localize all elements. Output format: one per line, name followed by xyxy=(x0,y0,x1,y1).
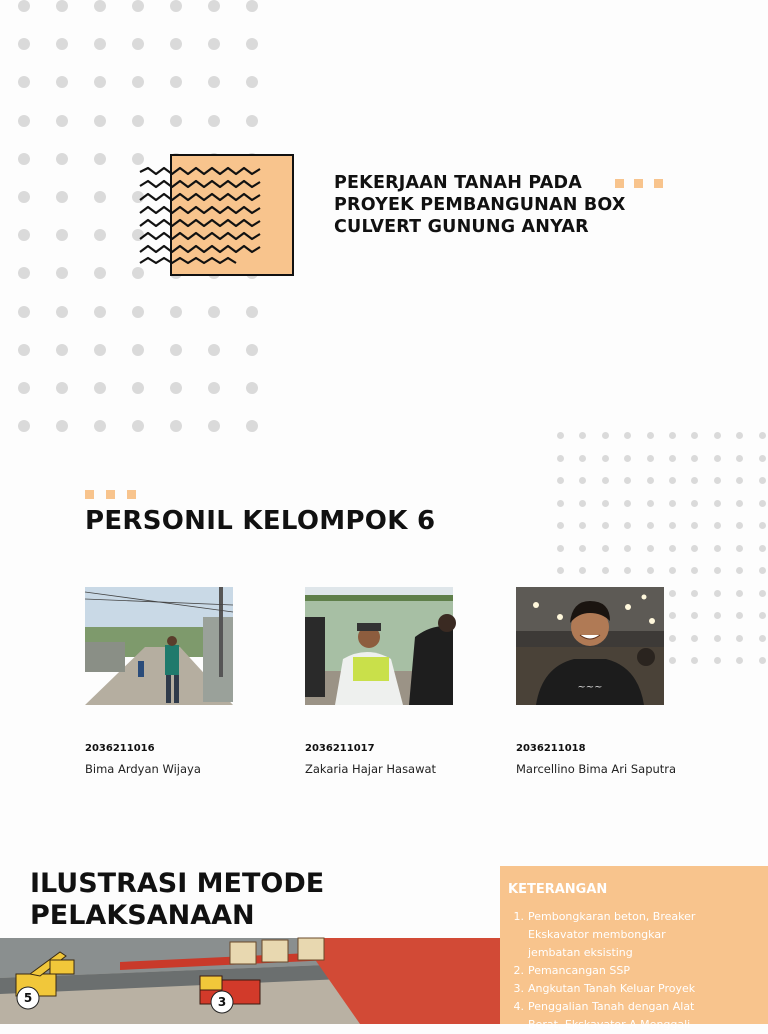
decorative-dot xyxy=(132,420,144,432)
illustration-marker: 3 xyxy=(217,995,227,1009)
document-title: PEKERJAAN TANAH PADA PROYEK PEMBANGUNAN BOX CULVERT GUNUNG ANYAR xyxy=(334,173,626,237)
decorative-dot xyxy=(736,432,743,439)
decorative-dot xyxy=(669,657,676,664)
list-item xyxy=(508,998,708,1034)
member-photo xyxy=(305,587,453,705)
decorative-dot xyxy=(602,477,609,484)
decorative-dot xyxy=(94,306,106,318)
decorative-dot xyxy=(94,344,106,356)
decorative-dot xyxy=(736,567,743,574)
zigzag-lines-icon xyxy=(138,166,264,266)
member-id: 2036211017 xyxy=(305,743,375,754)
decorative-dot xyxy=(56,38,68,50)
decorative-dot xyxy=(759,567,766,574)
decorative-dot xyxy=(714,522,721,529)
decorative-dot xyxy=(208,38,220,50)
accent-square-icon xyxy=(127,490,136,499)
decorative-dot xyxy=(557,567,564,574)
decorative-dot xyxy=(714,500,721,507)
decorative-dot xyxy=(246,344,258,356)
decorative-dot xyxy=(579,522,586,529)
decorative-dot xyxy=(669,455,676,462)
decorative-dot xyxy=(691,612,698,619)
decorative-dot xyxy=(94,420,106,432)
decorative-dot xyxy=(208,344,220,356)
decorative-dot xyxy=(208,0,220,12)
member-id: 2036211016 xyxy=(85,743,155,754)
decorative-dot xyxy=(56,191,68,203)
member-photo xyxy=(516,587,664,705)
decorative-dot xyxy=(691,567,698,574)
member-photo xyxy=(85,587,233,705)
decorative-dot xyxy=(56,229,68,241)
decorative-dot xyxy=(94,76,106,88)
decorative-dot xyxy=(56,0,68,12)
decorative-dot xyxy=(759,635,766,642)
decorative-dot xyxy=(246,76,258,88)
list-item-text: Angkutan Tanah Keluar Proyek xyxy=(528,982,696,995)
decorative-dot xyxy=(759,657,766,664)
decorative-dot xyxy=(18,344,30,356)
decorative-dot xyxy=(736,657,743,664)
decorative-dot xyxy=(647,455,654,462)
decorative-dot xyxy=(647,432,654,439)
decorative-dot xyxy=(579,432,586,439)
decorative-dot xyxy=(94,38,106,50)
decorative-dot xyxy=(170,76,182,88)
decorative-dot xyxy=(246,306,258,318)
decorative-dot xyxy=(736,612,743,619)
decorative-dot xyxy=(602,567,609,574)
decorative-dot xyxy=(246,115,258,127)
decorative-dot xyxy=(669,635,676,642)
list-item xyxy=(508,908,708,962)
decorative-dot xyxy=(579,500,586,507)
method-title: ILUSTRASI METODE PELAKSANAAN xyxy=(30,868,325,931)
decorative-dot xyxy=(669,612,676,619)
decorative-dot xyxy=(94,382,106,394)
decorative-dot xyxy=(56,76,68,88)
decorative-dot xyxy=(56,344,68,356)
decorative-dot xyxy=(170,38,182,50)
keterangan-list xyxy=(508,908,708,1034)
list-item-text: Pemancangan SSP xyxy=(528,964,630,977)
decorative-dot xyxy=(246,382,258,394)
decorative-dot xyxy=(624,522,631,529)
decorative-dot xyxy=(669,567,676,574)
decorative-dot xyxy=(691,432,698,439)
decorative-dot xyxy=(691,500,698,507)
decorative-dot xyxy=(736,477,743,484)
decorative-dot xyxy=(132,0,144,12)
decorative-dot xyxy=(579,477,586,484)
decorative-dot xyxy=(669,522,676,529)
decorative-dot xyxy=(647,522,654,529)
decorative-dot xyxy=(691,545,698,552)
decorative-dot xyxy=(132,267,144,279)
list-item-number: 1. xyxy=(513,910,524,923)
decorative-dot xyxy=(132,153,144,165)
decorative-dot xyxy=(714,432,721,439)
decorative-dot xyxy=(714,635,721,642)
decorative-dot xyxy=(94,191,106,203)
decorative-dot xyxy=(714,612,721,619)
decorative-dot xyxy=(669,477,676,484)
decorative-dot xyxy=(132,306,144,318)
list-item xyxy=(508,980,708,998)
decorative-dot xyxy=(94,229,106,241)
member-name: Zakaria Hajar Hasawat xyxy=(305,762,437,776)
accent-square-icon xyxy=(615,179,624,188)
decorative-dot xyxy=(624,500,631,507)
decorative-dot xyxy=(18,38,30,50)
list-item-text: Penggalian Tanah dengan Alat Berat, Ekskavator A Menggali xyxy=(528,1000,695,1031)
accent-square-icon xyxy=(634,179,643,188)
decorative-dot xyxy=(208,420,220,432)
decorative-dot xyxy=(94,267,106,279)
decorative-dot xyxy=(208,306,220,318)
decorative-dot xyxy=(208,76,220,88)
section-title: PERSONIL KELOMPOK 6 xyxy=(85,506,436,536)
decorative-dot xyxy=(602,545,609,552)
decorative-dot xyxy=(714,455,721,462)
decorative-dot xyxy=(557,500,564,507)
decorative-dot xyxy=(18,229,30,241)
decorative-dot xyxy=(624,432,631,439)
keterangan-title: KETERANGAN xyxy=(508,882,608,897)
decorative-dot xyxy=(170,344,182,356)
decorative-dot xyxy=(602,522,609,529)
decorative-dot xyxy=(624,545,631,552)
decorative-dot xyxy=(602,455,609,462)
decorative-dot xyxy=(94,153,106,165)
decorative-dot xyxy=(736,590,743,597)
decorative-dot xyxy=(624,477,631,484)
decorative-dot xyxy=(557,455,564,462)
svg-text:~~~: ~~~ xyxy=(577,682,603,693)
decorative-dot xyxy=(579,545,586,552)
decorative-dot xyxy=(132,38,144,50)
list-item-number: 4. xyxy=(513,1000,524,1013)
decorative-dot xyxy=(56,382,68,394)
decorative-dot xyxy=(18,115,30,127)
accent-square-icon xyxy=(106,490,115,499)
method-illustration xyxy=(0,938,500,1024)
decorative-dot xyxy=(18,191,30,203)
decorative-dot xyxy=(56,267,68,279)
decorative-dot xyxy=(579,567,586,574)
decorative-dot xyxy=(714,545,721,552)
list-item xyxy=(508,962,708,980)
decorative-dot xyxy=(170,420,182,432)
decorative-dot xyxy=(669,432,676,439)
decorative-dot xyxy=(246,0,258,12)
decorative-dot xyxy=(714,657,721,664)
decorative-dot xyxy=(647,477,654,484)
decorative-dot xyxy=(759,432,766,439)
list-item-text: Pembongkaran beton, Breaker Ekskavator membongkar jembatan eksisting xyxy=(528,910,696,959)
decorative-dot xyxy=(759,477,766,484)
decorative-dot xyxy=(18,153,30,165)
decorative-dot xyxy=(132,76,144,88)
decorative-dot xyxy=(579,455,586,462)
decorative-dot xyxy=(691,522,698,529)
decorative-dot xyxy=(691,455,698,462)
decorative-dot xyxy=(759,545,766,552)
decorative-dot xyxy=(736,455,743,462)
decorative-dot xyxy=(647,545,654,552)
decorative-dot xyxy=(18,76,30,88)
decorative-dot xyxy=(602,432,609,439)
member-name: Bima Ardyan Wijaya xyxy=(85,762,201,776)
decorative-dot xyxy=(557,432,564,439)
decorative-dot xyxy=(736,545,743,552)
decorative-dot xyxy=(246,38,258,50)
decorative-dot xyxy=(170,0,182,12)
decorative-dot xyxy=(714,590,721,597)
keterangan-panel xyxy=(500,866,768,1031)
decorative-dot xyxy=(56,153,68,165)
illustration-marker: 5 xyxy=(23,991,33,1005)
decorative-dot xyxy=(132,115,144,127)
list-item-number: 3. xyxy=(513,982,524,995)
decorative-dot xyxy=(691,635,698,642)
member-name: Marcellino Bima Ari Saputra xyxy=(516,762,677,776)
decorative-dot xyxy=(691,657,698,664)
decorative-dot xyxy=(208,382,220,394)
decorative-dot xyxy=(246,420,258,432)
decorative-dot xyxy=(94,115,106,127)
accent-square-icon xyxy=(654,179,663,188)
member-id: 2036211018 xyxy=(516,743,586,754)
decorative-dot xyxy=(18,0,30,12)
decorative-dot xyxy=(56,115,68,127)
decorative-dot xyxy=(170,115,182,127)
decorative-dot xyxy=(736,635,743,642)
decorative-dot xyxy=(759,500,766,507)
decorative-dot xyxy=(132,382,144,394)
decorative-dot xyxy=(736,500,743,507)
decorative-dot xyxy=(736,522,743,529)
decorative-dot xyxy=(624,567,631,574)
decorative-dot xyxy=(602,500,609,507)
decorative-dot xyxy=(56,420,68,432)
decorative-dot xyxy=(759,455,766,462)
decorative-dot xyxy=(714,477,721,484)
decorative-dot xyxy=(691,477,698,484)
decorative-dot xyxy=(669,500,676,507)
decorative-dot xyxy=(170,306,182,318)
decorative-dot xyxy=(18,420,30,432)
decorative-dot xyxy=(714,567,721,574)
decorative-dot xyxy=(557,545,564,552)
decorative-dot xyxy=(647,567,654,574)
decorative-dot xyxy=(132,344,144,356)
decorative-dot xyxy=(647,500,654,507)
list-item-number: 2. xyxy=(513,964,524,977)
decorative-dot xyxy=(18,382,30,394)
accent-square-icon xyxy=(85,490,94,499)
decorative-dot xyxy=(170,382,182,394)
decorative-dot xyxy=(56,306,68,318)
decorative-dot xyxy=(18,306,30,318)
decorative-dot xyxy=(557,477,564,484)
decorative-dot xyxy=(669,590,676,597)
decorative-dot xyxy=(624,455,631,462)
decorative-dot xyxy=(691,590,698,597)
decorative-dot xyxy=(669,545,676,552)
decorative-dot xyxy=(94,0,106,12)
decorative-dot xyxy=(557,522,564,529)
decorative-dot xyxy=(759,612,766,619)
decorative-dot xyxy=(759,522,766,529)
decorative-dot xyxy=(18,267,30,279)
decorative-dot xyxy=(759,590,766,597)
decorative-dot xyxy=(208,115,220,127)
